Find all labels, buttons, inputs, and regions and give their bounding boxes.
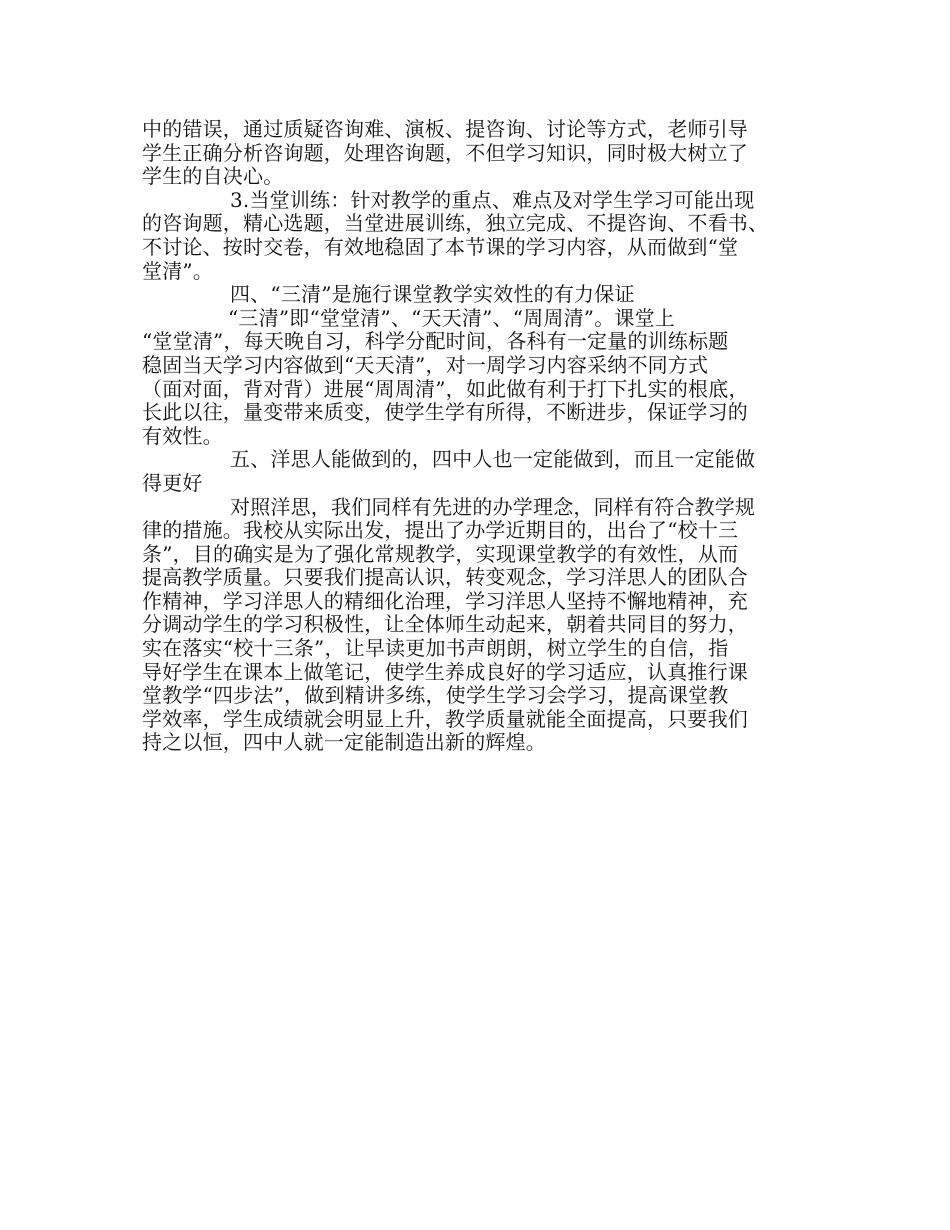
document-page <box>142 118 814 755</box>
text-line: 导好学生在课本上做笔记，使学生养成良好的学习适应，认真推行课 <box>142 659 748 684</box>
text-line: 律的措施。我校从实际出发，提出了办学近期目的，出台了“校十三 <box>142 518 739 543</box>
text-line: 堂教学“四步法”，做到精讲多练，使学生学习会学习，提高课堂教 <box>142 683 729 708</box>
text-line: 学效率，学生成绩就会明显上升，教学质量就能全面提高，只要我们 <box>142 706 748 731</box>
section-heading-five <box>142 448 814 495</box>
text-line: 长此以往，量变带来质变，使学生学有所得，不断进步，保证学习的 <box>142 400 748 425</box>
text-line: 学生的自决心。 <box>142 164 284 189</box>
text-line: 分调动学生的学习积极性，让全体师生动起来，朝着共同目的努力， <box>142 612 748 637</box>
section-heading-four <box>142 283 814 307</box>
text-line: “三清”即“堂堂清”、“天天清”、“周周清”。课堂上 <box>228 305 675 330</box>
text-line: 不讨论、按时交卷，有效地稳固了本节课的学习内容，从而做到“堂 <box>142 234 739 259</box>
text-line: 对照洋思，我们同样有先进的办学理念，同样有符合教学规 <box>230 494 756 519</box>
text-line: 堂清”。 <box>142 258 214 283</box>
paragraph-error-correction <box>142 118 814 189</box>
text-line: 的咨询题，精心选题，当堂进展训练，独立完成、不提咨询、不看书、 <box>142 211 769 236</box>
text-line: 3.当堂训练：针对教学的重点、难点及对学生学习可能出现 <box>230 187 755 212</box>
text-line: “堂堂清”，每天晚自习，科学分配时间，各科有一定量的训练标题 <box>142 329 729 354</box>
text-line: 学生正确分析咨询题，处理咨询题，不但学习知识，同时极大树立了 <box>142 140 748 165</box>
paragraph-three-clears <box>142 307 814 449</box>
text-line: 提高教学质量。只要我们提高认识，转变观念，学习洋思人的团队合 <box>142 565 748 590</box>
paragraph-in-class-training <box>142 189 814 283</box>
paragraph-conclusion <box>142 496 814 756</box>
text-line: 稳固当天学习内容做到“天天清”，对一周学习内容采纳不同方式 <box>142 352 709 377</box>
heading-line: 得更好 <box>142 470 203 495</box>
heading-line: 四、“三清”是施行课堂教学实效性的有力保证 <box>230 282 635 307</box>
text-line: 中的错误，通过质疑咨询难、演板、提咨询、讨论等方式，老师引导 <box>142 117 748 141</box>
text-line: 有效性。 <box>142 423 223 448</box>
text-line: 实在落实“校十三条”，让早读更加书声朗朗，树立学生的自信，指 <box>142 636 729 661</box>
text-line: 作精神，学习洋思人的精细化治理，学习洋思人坚持不懈地精神，充 <box>142 588 748 613</box>
text-line: 条”，目的确实是为了强化常规教学，实现课堂教学的有效性，从而 <box>142 541 739 566</box>
text-line: （面对面，背对背）进展“周周清”，如此做有利于打下扎实的根底， <box>142 376 749 401</box>
text-line: 持之以恒，四中人就一定能制造出新的辉煌。 <box>142 730 546 755</box>
heading-line: 五、洋思人能做到的，四中人也一定能做到，而且一定能做 <box>230 447 756 472</box>
